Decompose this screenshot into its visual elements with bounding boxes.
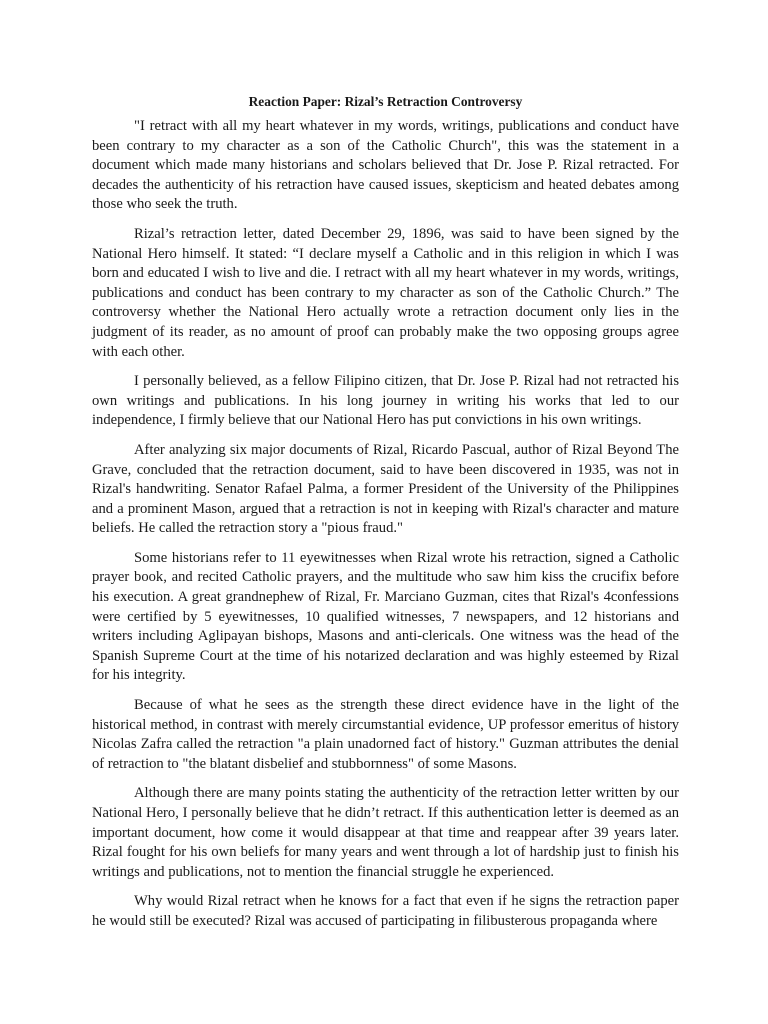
paragraph-4: After analyzing six major documents of Rizal, Ricardo Pascual, author of Rizal Beyond The Grave, concluded that the retraction document, said to have been discovered in 1935, was not in Rizal's handwriting. Senator Rafael Palma, a former President of the University of the Philippines and a prominent Mason, argued that a retraction is not in keeping with Rizal's character and mature beliefs. He called the retraction story a "pious fraud." — [92, 441, 679, 537]
paragraph-5: Some historians refer to 11 eyewitnesses when Rizal wrote his retraction, signed a Catholic prayer book, and recited Catholic prayers, and the multitude who saw him kiss the crucifix before his execution. A great grandnephew of Rizal, Fr. Marciano Guzman, cites that Rizal's 4confessions were certified by 5 eyewitnesses, 10 qualified witnesses, 7 newspapers, and 12 historians and writers including Aglipayan bishops, Masons and anti-clericals. One witness was the head of the Spanish Supreme Court at the time of his notarized declaration and was highly esteemed by Rizal for his integrity. — [92, 549, 679, 684]
paragraph-8: Why would Rizal retract when he knows for a fact that even if he signs the retraction paper he would still be executed? Rizal was accused of participating in filibusterous propaganda where — [92, 893, 679, 929]
document-page — [92, 92, 679, 942]
paragraph-3: I personally believed, as a fellow Filipino citizen, that Dr. Jose P. Rizal had not retracted his own writings and publications. In his long journey in writing his works that led to our independence, I firmly believe that our National Hero has put convictions in his own writings. — [92, 373, 679, 429]
paragraph-6: Because of what he sees as the strength these direct evidence have in the light of the historical method, in contrast with merely circumstantial evidence, UP professor emeritus of history Nicolas Zafra called the retraction "a plain unadorned fact of history." Guzman attributes the denial of retraction to "the blatant disbelief and stubbornness" of some Masons. — [92, 697, 679, 772]
paragraph-2: Rizal’s retraction letter, dated December 29, 1896, was said to have been signed by the National Hero himself. It stated: “I declare myself a Catholic and in this religion in which I was born and educated I wish to live and die. I retract with all my heart whatever in my words, writings, publications and conduct has been contrary to my character as son of the Catholic Church.” The controversy whether the National Hero actually wrote a retraction document only lies in the judgment of its reader, as no amount of proof can probably make the two opposing groups agree with each other. — [92, 225, 679, 360]
paragraph-7: Although there are many points stating the authenticity of the retraction letter written by our National Hero, I personally believe that he didn’t retract. If this authentication letter is deemed as an important document, how come it would disappear at that time and reappear after 39 years later. Rizal fought for his own beliefs for many years and went through a lot of hardship just to finish his writings and publications, not to mention the financial struggle he experienced. — [92, 785, 679, 880]
document-title: Reaction Paper: Rizal’s Retraction Controversy — [248, 94, 523, 109]
paragraph-1: "I retract with all my heart whatever in my words, writings, publications and conduct have been contrary to my character as a son of the Catholic Church", this was the statement in a document which made many historians and scholars believed that Dr. Jose P. Rizal retracted. For decades the authenticity of his retraction have caused issues, skepticism and heated debates among those who seek the truth. — [92, 118, 679, 213]
